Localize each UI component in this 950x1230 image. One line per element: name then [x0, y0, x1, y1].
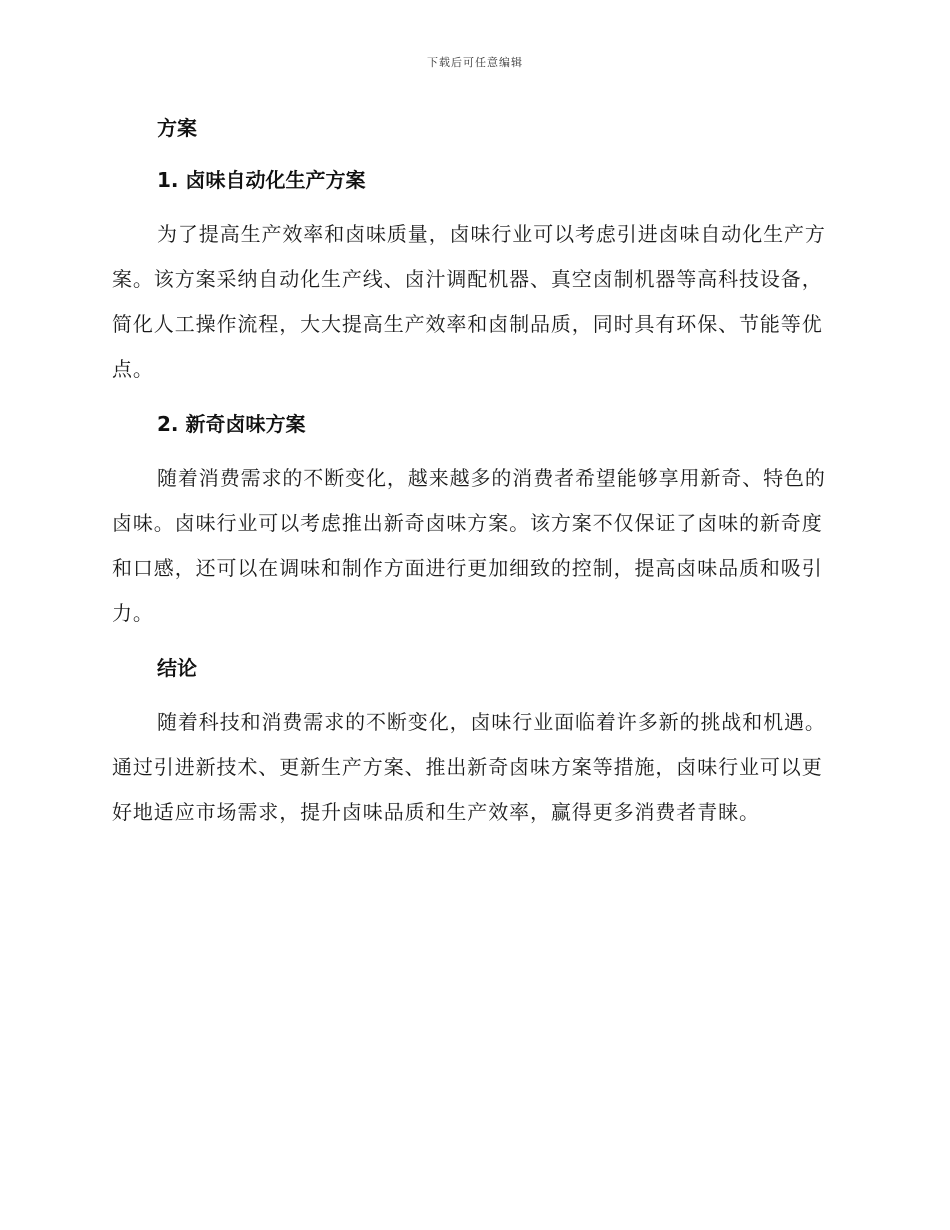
section-heading-novel-flavor: 2. 新奇卤味方案 — [157, 412, 306, 436]
section-heading-automation: 1. 卤味自动化生产方案 — [157, 168, 366, 192]
paragraph-novel-flavor: 随着消费需求的不断变化，越来越多的消费者希望能够享用新奇、特色的卤味。卤味行业可以考虑推出新奇卤味方案。该方案不仅保证了卤味的新奇度和口感，还可以在调味和制作方面进行更加细致的控制，提高卤味品质和吸引力。 — [112, 466, 826, 625]
section-heading-plan: 方案 — [157, 116, 197, 140]
page-header: 下载后可任意编辑 — [427, 56, 523, 69]
paragraph-automation: 为了提高生产效率和卤味质量，卤味行业可以考虑引进卤味自动化生产方案。该方案采纳自动化生产线、卤汁调配机器、真空卤制机器等高科技设备，简化人工操作流程，大大提高生产效率和卤制品质，同时具有环保、节能等优点。 — [112, 222, 826, 381]
paragraph-conclusion: 随着科技和消费需求的不断变化，卤味行业面临着许多新的挑战和机遇。通过引进新技术、更新生产方案、推出新奇卤味方案等措施，卤味行业可以更好地适应市场需求，提升卤味品质和生产效率，赢得更多消费者青睐。 — [112, 710, 826, 824]
section-heading-conclusion: 结论 — [157, 656, 197, 680]
document-body — [112, 108, 832, 835]
